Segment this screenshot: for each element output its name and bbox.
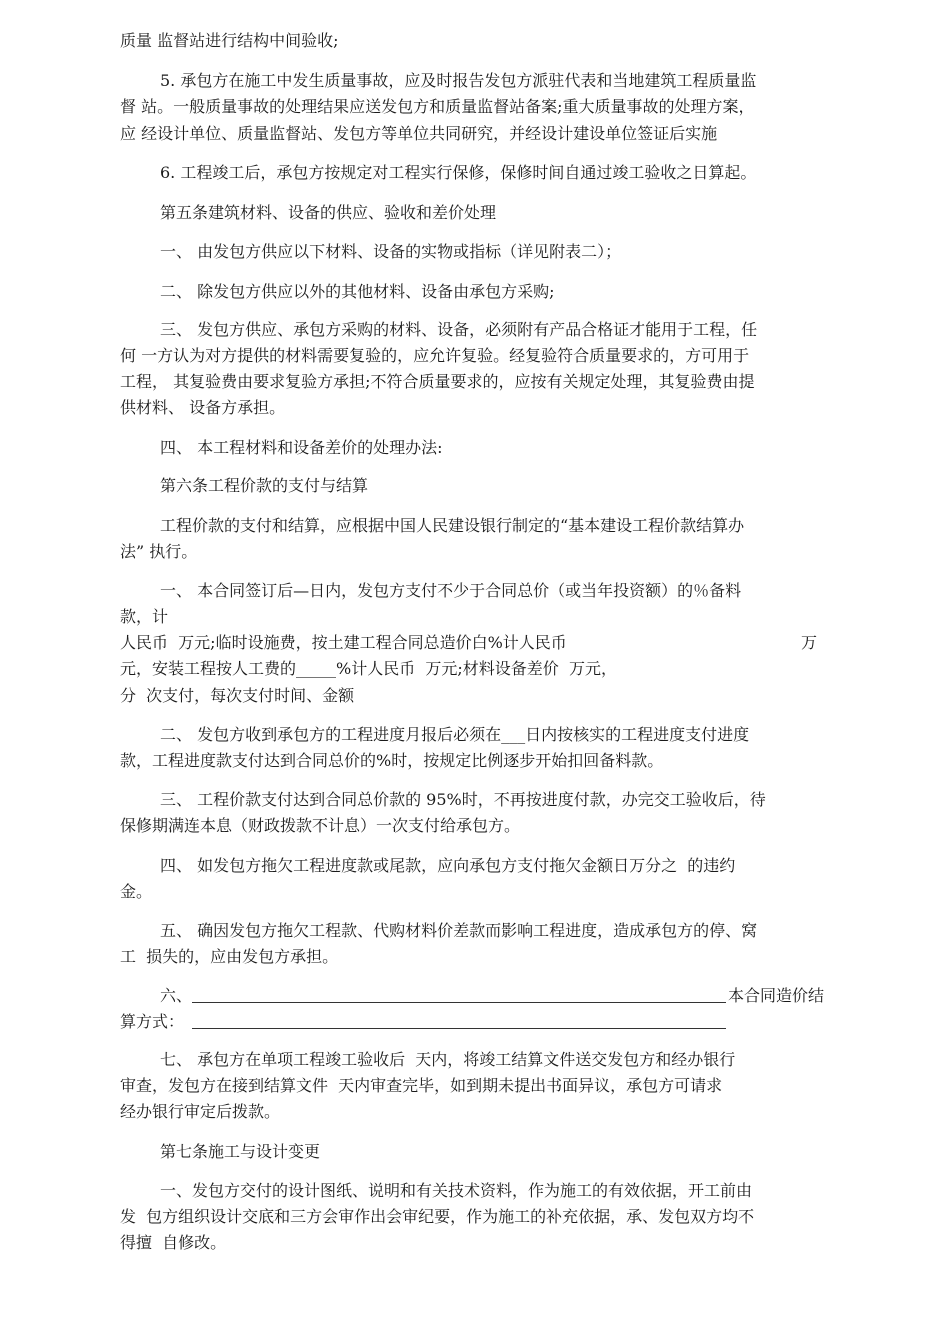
text-line: 元，安装工程按人工费的_____%计人民币 万元;材料设备差价 万元， [120, 659, 617, 678]
text-line: 六、 [160, 986, 193, 1005]
text-line: 分 次支付，每次支付时间、金额 [120, 686, 355, 705]
text-line: 6. 工程竣工后，承包方按规定对工程实行保修，保修时间自通过竣工验收之日算起。 [160, 163, 757, 182]
section-heading: 第五条建筑材料、设备的供应、验收和差价处理 [160, 203, 497, 222]
text-line: 督 站。一般质量事故的处理结果应送发包方和质量监督站备案;重大质量事故的处理方案， [120, 97, 755, 116]
text-line: 三、 工程价款支付达到合同总价款的 95%时，不再按进度付款，办完交工验收后，待 [160, 790, 766, 809]
text-line: 二、 除发包方供应以外的其他材料、设备由承包方采购; [160, 282, 555, 301]
text-line: 款，工程进度款支付达到合同总价的%时，按规定比例逐步开始扣回备料款。 [120, 751, 664, 770]
text-line: 工程价款的支付和结算，应根据中国人民建设银行制定的“基本建设工程价款结算办 [160, 516, 745, 535]
text-line: 一、 本合同签订后—日内，发包方支付不少于合同总价（或当年投资额）的％备料 [160, 581, 742, 600]
text-line: 经办银行审定后拨款。 [120, 1102, 281, 1121]
text-line: 款，计 [120, 607, 169, 626]
text-line: 发 包方组织设计交底和三方会审作出会审纪要，作为施工的补充依据，承、发包双方均不 [120, 1207, 755, 1226]
text-line: 得擅 自修改。 [120, 1233, 227, 1252]
text-line: 何 一方认为对方提供的材料需要复验的，应允许复验。经复验符合质量要求的，方可用于 [120, 346, 750, 365]
text-line: 算方式： [120, 1012, 185, 1031]
text-line: 人民币 万元;临时设施费，按土建工程合同总造价白%计人民币 [120, 633, 567, 652]
text-line: 四、 本工程材料和设备差价的处理办法: [160, 438, 443, 457]
text-line: 法” 执行。 [120, 542, 198, 561]
text-line: 一、发包方交付的设计图纸、说明和有关技术资料，作为施工的有效依据，开工前由 [160, 1181, 753, 1200]
text-line: 金。 [120, 882, 153, 901]
text-line: 一、 由发包方供应以下材料、设备的实物或指标（详见附表二）； [160, 242, 622, 261]
section-heading: 第六条工程价款的支付与结算 [160, 476, 369, 495]
text-line: 5. 承包方在施工中发生质量事故，应及时报告发包方派驻代表和当地建筑工程质量监 [160, 71, 757, 90]
text-line: 质量 监督站进行结构中间验收; [120, 31, 339, 50]
text-line: 二、 发包方收到承包方的工程进度月报后必须在___日内按核实的工程进度支付进度 [160, 725, 750, 744]
blank-line [192, 986, 726, 1008]
text-line: 供材料、 设备方承担。 [120, 398, 286, 417]
section-heading: 第七条施工与设计变更 [160, 1142, 321, 1161]
text-line: 四、 如发包方拖欠工程进度款或尾款，应向承包方支付拖欠金额日万分之 的违约 [160, 856, 736, 875]
text-line: 本合同造价结 [728, 986, 825, 1005]
text-line: 五、 确因发包方拖欠工程款、代购材料价差款而影响工程进度，造成承包方的停、窝 [160, 921, 758, 940]
text-line: 万 [801, 633, 818, 652]
text-line: 七、 承包方在单项工程竣工验收后 天内，将竣工结算文件送交发包方和经办银行 [160, 1050, 736, 1069]
text-line: 工程， 其复验费由要求复验方承担;不符合质量要求的，应按有关规定处理，其复验费由提 [120, 372, 755, 391]
text-line: 工 损失的，应由发包方承担。 [120, 947, 339, 966]
text-line: 保修期满连本息（财政拨款不计息）一次支付给承包方。 [120, 816, 521, 835]
text-line: 三、 发包方供应、承包方采购的材料、设备，必须附有产品合格证才能用于工程，任 [160, 320, 758, 339]
blank-line [192, 1012, 726, 1034]
text-line: 应 经设计单位、质量监督站、发包方等单位共同研究，并经设计建设单位签证后实施 [120, 124, 718, 143]
text-line: 审查，发包方在接到结算文件 天内审查完毕，如到期未提出书面异议，承包方可请求 [120, 1076, 723, 1095]
